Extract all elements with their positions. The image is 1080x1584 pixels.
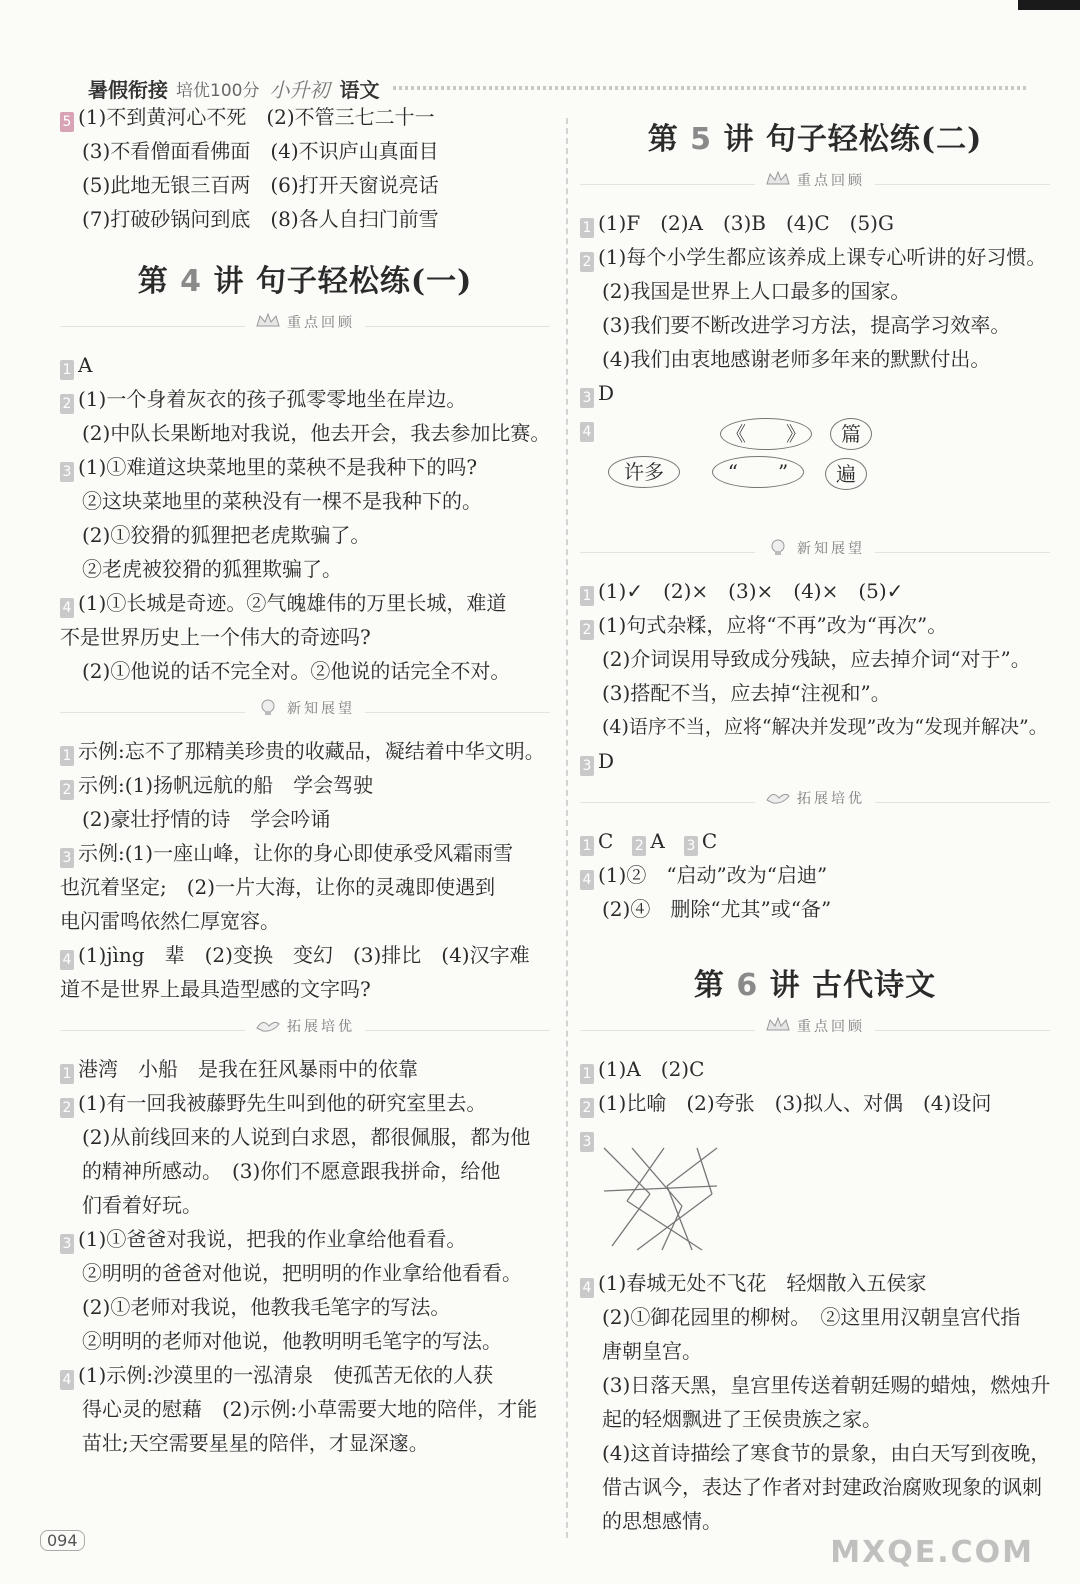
answer-number: 3 <box>60 462 74 482</box>
lesson-number: 5 <box>690 122 713 157</box>
answer-line: (1)有一回我被藤野先生叫到他的研究室里去。 <box>78 1091 487 1115</box>
word-xuduo: 许多 <box>608 456 680 488</box>
top-edge-bar <box>1018 0 1080 10</box>
answer-number: 2 <box>60 394 74 414</box>
header-subtitle: 培优100分 <box>176 80 260 101</box>
word-bian: 遍 <box>825 458 867 490</box>
answer-line: (4)语序不当，应将“解决并发现”改为“发现并解决”。 <box>602 716 1048 738</box>
answer-line: 港湾 小船 是我在狂风暴雨中的依靠 <box>78 1057 418 1081</box>
answer-number: 4 <box>60 598 74 618</box>
lesson-suffix: 讲 <box>723 122 755 157</box>
answer-number: 1 <box>580 586 594 606</box>
answer-number: 3 <box>60 1234 74 1254</box>
answer-number: 1 <box>580 218 594 238</box>
answer-line: 起的轻烟飘进了王侯贵族之家。 <box>602 1407 882 1431</box>
quote-marks: “ ” <box>712 456 804 488</box>
answer-number: 4 <box>580 1278 594 1298</box>
lesson-prefix: 第 <box>137 264 169 299</box>
answer-line: (1)F (2)A (3)B (4)C (5)G <box>598 211 894 235</box>
lesson-title-text: 句子轻松练(一) <box>255 264 473 299</box>
answer-line: (1)句式杂糅，应将“不再”改为“再次”。 <box>598 613 948 637</box>
lesson-prefix: 第 <box>647 122 679 157</box>
answer-line: ②明明的爸爸对他说，把明明的作业拿给他看看。 <box>82 1261 522 1285</box>
header-level: 小升初 <box>269 77 330 102</box>
lesson-title-text: 句子轻松练(二) <box>765 122 983 157</box>
answer-number: 3 <box>684 836 698 856</box>
matching-lines-diagram <box>602 1146 1050 1266</box>
answer-line: (1)jìng 辈 (2)变换 变幻 (3)排比 (4)汉字难 <box>78 943 530 967</box>
answer-line: C <box>598 829 614 853</box>
answer-line: (2)介词误用导致成分残缺，应去掉介词“对于”。 <box>602 647 1031 671</box>
answer-number: 2 <box>60 1098 74 1118</box>
answer-line: (3)不看僧面看佛面 (4)不识庐山真面目 <box>82 139 439 163</box>
answer-number: 2 <box>632 836 646 856</box>
answer-number: 3 <box>580 756 594 776</box>
answer-line: 电闪雷鸣依然仁厚宽容。 <box>60 909 280 933</box>
bird-icon <box>255 1016 281 1034</box>
answer-number: 4 <box>580 870 594 890</box>
section-label: 重点回顾 <box>797 1019 865 1035</box>
answer-line: (2)中队长果断地对我说，他去开会，我去参加比赛。 <box>82 421 551 445</box>
answer-line: 示例:(1)一座山峰，让你的身心即使承受风霜雨雪 <box>78 841 514 865</box>
answer-number: 1 <box>580 1064 594 1084</box>
answer-line: (1)不到黄河心不死 (2)不管三七二十一 <box>78 105 435 129</box>
answer-line: (5)此地无银三百两 (6)打开天窗说亮话 <box>82 173 439 197</box>
lightbulb-icon <box>255 698 281 716</box>
section-new-knowledge <box>60 694 550 730</box>
answer-line: C <box>701 829 718 853</box>
answer-line: 们看着好玩。 <box>82 1193 202 1217</box>
answer-number: 3 <box>580 388 594 408</box>
lesson-4-title <box>60 256 550 300</box>
watermark-text: MXQE.COM <box>830 1535 1034 1570</box>
lesson-6-title <box>580 960 1050 1004</box>
answer-line: (1)A (2)C <box>598 1057 705 1081</box>
answer-line: (1)①长城是奇迹。②气魄雄伟的万里长城，难道 <box>78 591 507 615</box>
answer-line: 的思想感情。 <box>602 1509 722 1533</box>
crown-icon <box>765 1016 791 1034</box>
answer-line: D <box>598 381 615 405</box>
answer-line: ②老虎被狡猾的狐狸欺骗了。 <box>82 557 342 581</box>
answer-line: (1)春城无处不飞花 轻烟散入五侯家 <box>598 1271 927 1295</box>
answer-line: (2)①狡猾的狐狸把老虎欺骗了。 <box>82 523 371 547</box>
bird-icon <box>765 788 791 806</box>
word-pian: 篇 <box>830 418 872 450</box>
answer-line: (2)我国是世界上人口最多的国家。 <box>602 279 911 303</box>
header-subject: 语文 <box>339 77 380 102</box>
lesson-number: 4 <box>180 264 203 299</box>
crown-icon <box>255 312 281 330</box>
section-new-knowledge <box>580 534 1050 570</box>
answer-line: 也沉着坚定; (2)一片大海，让你的灵魂即使遇到 <box>60 875 496 899</box>
answer-line: (4)我们由衷地感谢老师多年来的默默付出。 <box>602 347 991 371</box>
lesson-suffix: 讲 <box>213 264 245 299</box>
section-label: 新知展望 <box>797 541 865 557</box>
answer-line: (3)日落天黑，皇宫里传送着朝廷赐的蜡烛，燃烛升 <box>602 1373 1051 1397</box>
answer-line: (2)从前线回来的人说到白求恩，都很佩服，都为他 <box>82 1125 531 1149</box>
answer-line: (2)④ 删除“尤其”或“备” <box>602 897 832 921</box>
section-label: 重点回顾 <box>287 315 355 331</box>
answer-number: 2 <box>60 780 74 800</box>
answer-line: 得心灵的慰藉 (2)示例:小草需要大地的陪伴，才能 <box>82 1397 538 1421</box>
answer-number: 2 <box>580 1098 594 1118</box>
answers-inline <box>580 824 1050 858</box>
answer-number: 1 <box>60 360 74 380</box>
section-review <box>580 166 1050 202</box>
answer-line: 的精神所感动。 (3)你们不愿意跟我拼命，给他 <box>82 1159 501 1183</box>
matching-lines <box>602 1146 722 1256</box>
right-column <box>580 100 1050 1538</box>
answer-line: (1)② “启动”改为“启迪” <box>598 863 828 887</box>
answer-line: (2)①老师对我说，他教我毛笔字的写法。 <box>82 1295 451 1319</box>
header-dotted-rule <box>393 86 1028 90</box>
answer-number: 2 <box>580 620 594 640</box>
answer-line: (1)每个小学生都应该养成上课专心听讲的好习惯。 <box>598 245 1047 269</box>
answer-line: (1)✓ (2)× (3)× (4)× (5)✓ <box>598 579 904 603</box>
left-column <box>60 100 550 1460</box>
answer-line: (1)示例:沙漠里的一泓清泉 使孤苦无依的人获 <box>78 1363 494 1387</box>
answer-number: 3 <box>60 848 74 868</box>
answer-line: 借古讽今，表达了作者对封建政治腐败现象的讽刺 <box>602 1475 1042 1499</box>
answer-line: A <box>78 353 93 377</box>
lesson-5-title <box>580 114 1050 158</box>
section-review <box>580 1012 1050 1048</box>
section-extension <box>60 1012 550 1048</box>
answer-line: D <box>598 749 615 773</box>
answer-line: (1)一个身着灰衣的孩子孤零零地坐在岸边。 <box>78 387 467 411</box>
answer-line: (2)①他说的话不完全对。②他说的话完全不对。 <box>82 659 511 683</box>
lesson-title-text: 古代诗文 <box>812 968 937 1003</box>
header-series: 暑假衔接 <box>88 77 168 102</box>
answer-line: A <box>650 829 665 853</box>
answer-line: ②这块菜地里的菜秧没有一棵不是我种下的。 <box>82 489 482 513</box>
lesson-suffix: 讲 <box>769 968 801 1003</box>
section-extension <box>580 784 1050 820</box>
section-label: 重点回顾 <box>797 173 865 189</box>
answer-line: (1)①爸爸对我说，把我的作业拿给他看看。 <box>78 1227 467 1251</box>
answer-5-prev <box>60 100 550 236</box>
answer-number: 4 <box>580 422 594 442</box>
answer-line: (7)打破砂锅问到底 (8)各人自扫门前雪 <box>82 207 439 231</box>
answer-number: 2 <box>580 252 594 272</box>
answer-line: (3)我们要不断改进学习方法，提高学习效率。 <box>602 313 1011 337</box>
answer-4-diagram <box>580 422 1050 528</box>
answer-line: 苗壮;天空需要星星的陪伴，才显深邃。 <box>82 1431 429 1455</box>
answer-number: 3 <box>580 1132 594 1152</box>
section-label: 拓展培优 <box>797 791 865 807</box>
answer-line: (4)这首诗描绘了寒食节的景象，由白天写到夜晚， <box>602 1441 1051 1465</box>
lesson-prefix: 第 <box>693 968 725 1003</box>
section-label: 新知展望 <box>287 701 355 717</box>
answer-number: 1 <box>580 836 594 856</box>
lightbulb-icon <box>765 538 791 556</box>
answer-line: (2)①御花园里的柳树。 ②这里用汉朝皇宫代指 <box>602 1305 1021 1329</box>
answer-line: (1)比喻 (2)夸张 (3)拟人、对偶 (4)设问 <box>598 1091 992 1115</box>
column-divider <box>566 118 568 1538</box>
answer-number: 4 <box>60 950 74 970</box>
answer-line: 道不是世界上最具造型感的文字吗? <box>60 977 371 1001</box>
page-number: 094 <box>40 1530 85 1551</box>
section-review <box>60 308 550 344</box>
answer-number: 1 <box>60 1064 74 1084</box>
answer-line: ②明明的老师对他说，他教明明毛笔字的写法。 <box>82 1329 502 1353</box>
crown-icon <box>765 170 791 188</box>
answer-number: 5 <box>60 112 74 132</box>
answer-line: (1)①难道这块菜地里的菜秧不是我种下的吗? <box>78 455 478 479</box>
section-label: 拓展培优 <box>287 1019 355 1035</box>
answer-line: (3)搭配不当，应去掉“注视和”。 <box>602 681 891 705</box>
answer-line: 示例:忘不了那精美珍贵的收藏品，凝结着中华文明。 <box>78 739 545 763</box>
answer-number: 4 <box>60 1370 74 1390</box>
answer-line: 示例:(1)扬帆远航的船 学会驾驶 <box>78 773 374 797</box>
book-title-marks: 《 》 <box>720 418 812 450</box>
answer-number: 1 <box>60 746 74 766</box>
answer-line: 不是世界历史上一个伟大的奇迹吗? <box>60 625 371 649</box>
answer-line: (2)豪壮抒情的诗 学会吟诵 <box>82 807 331 831</box>
lesson-number: 6 <box>736 968 759 1003</box>
answer-line: 唐朝皇宫。 <box>602 1339 702 1363</box>
